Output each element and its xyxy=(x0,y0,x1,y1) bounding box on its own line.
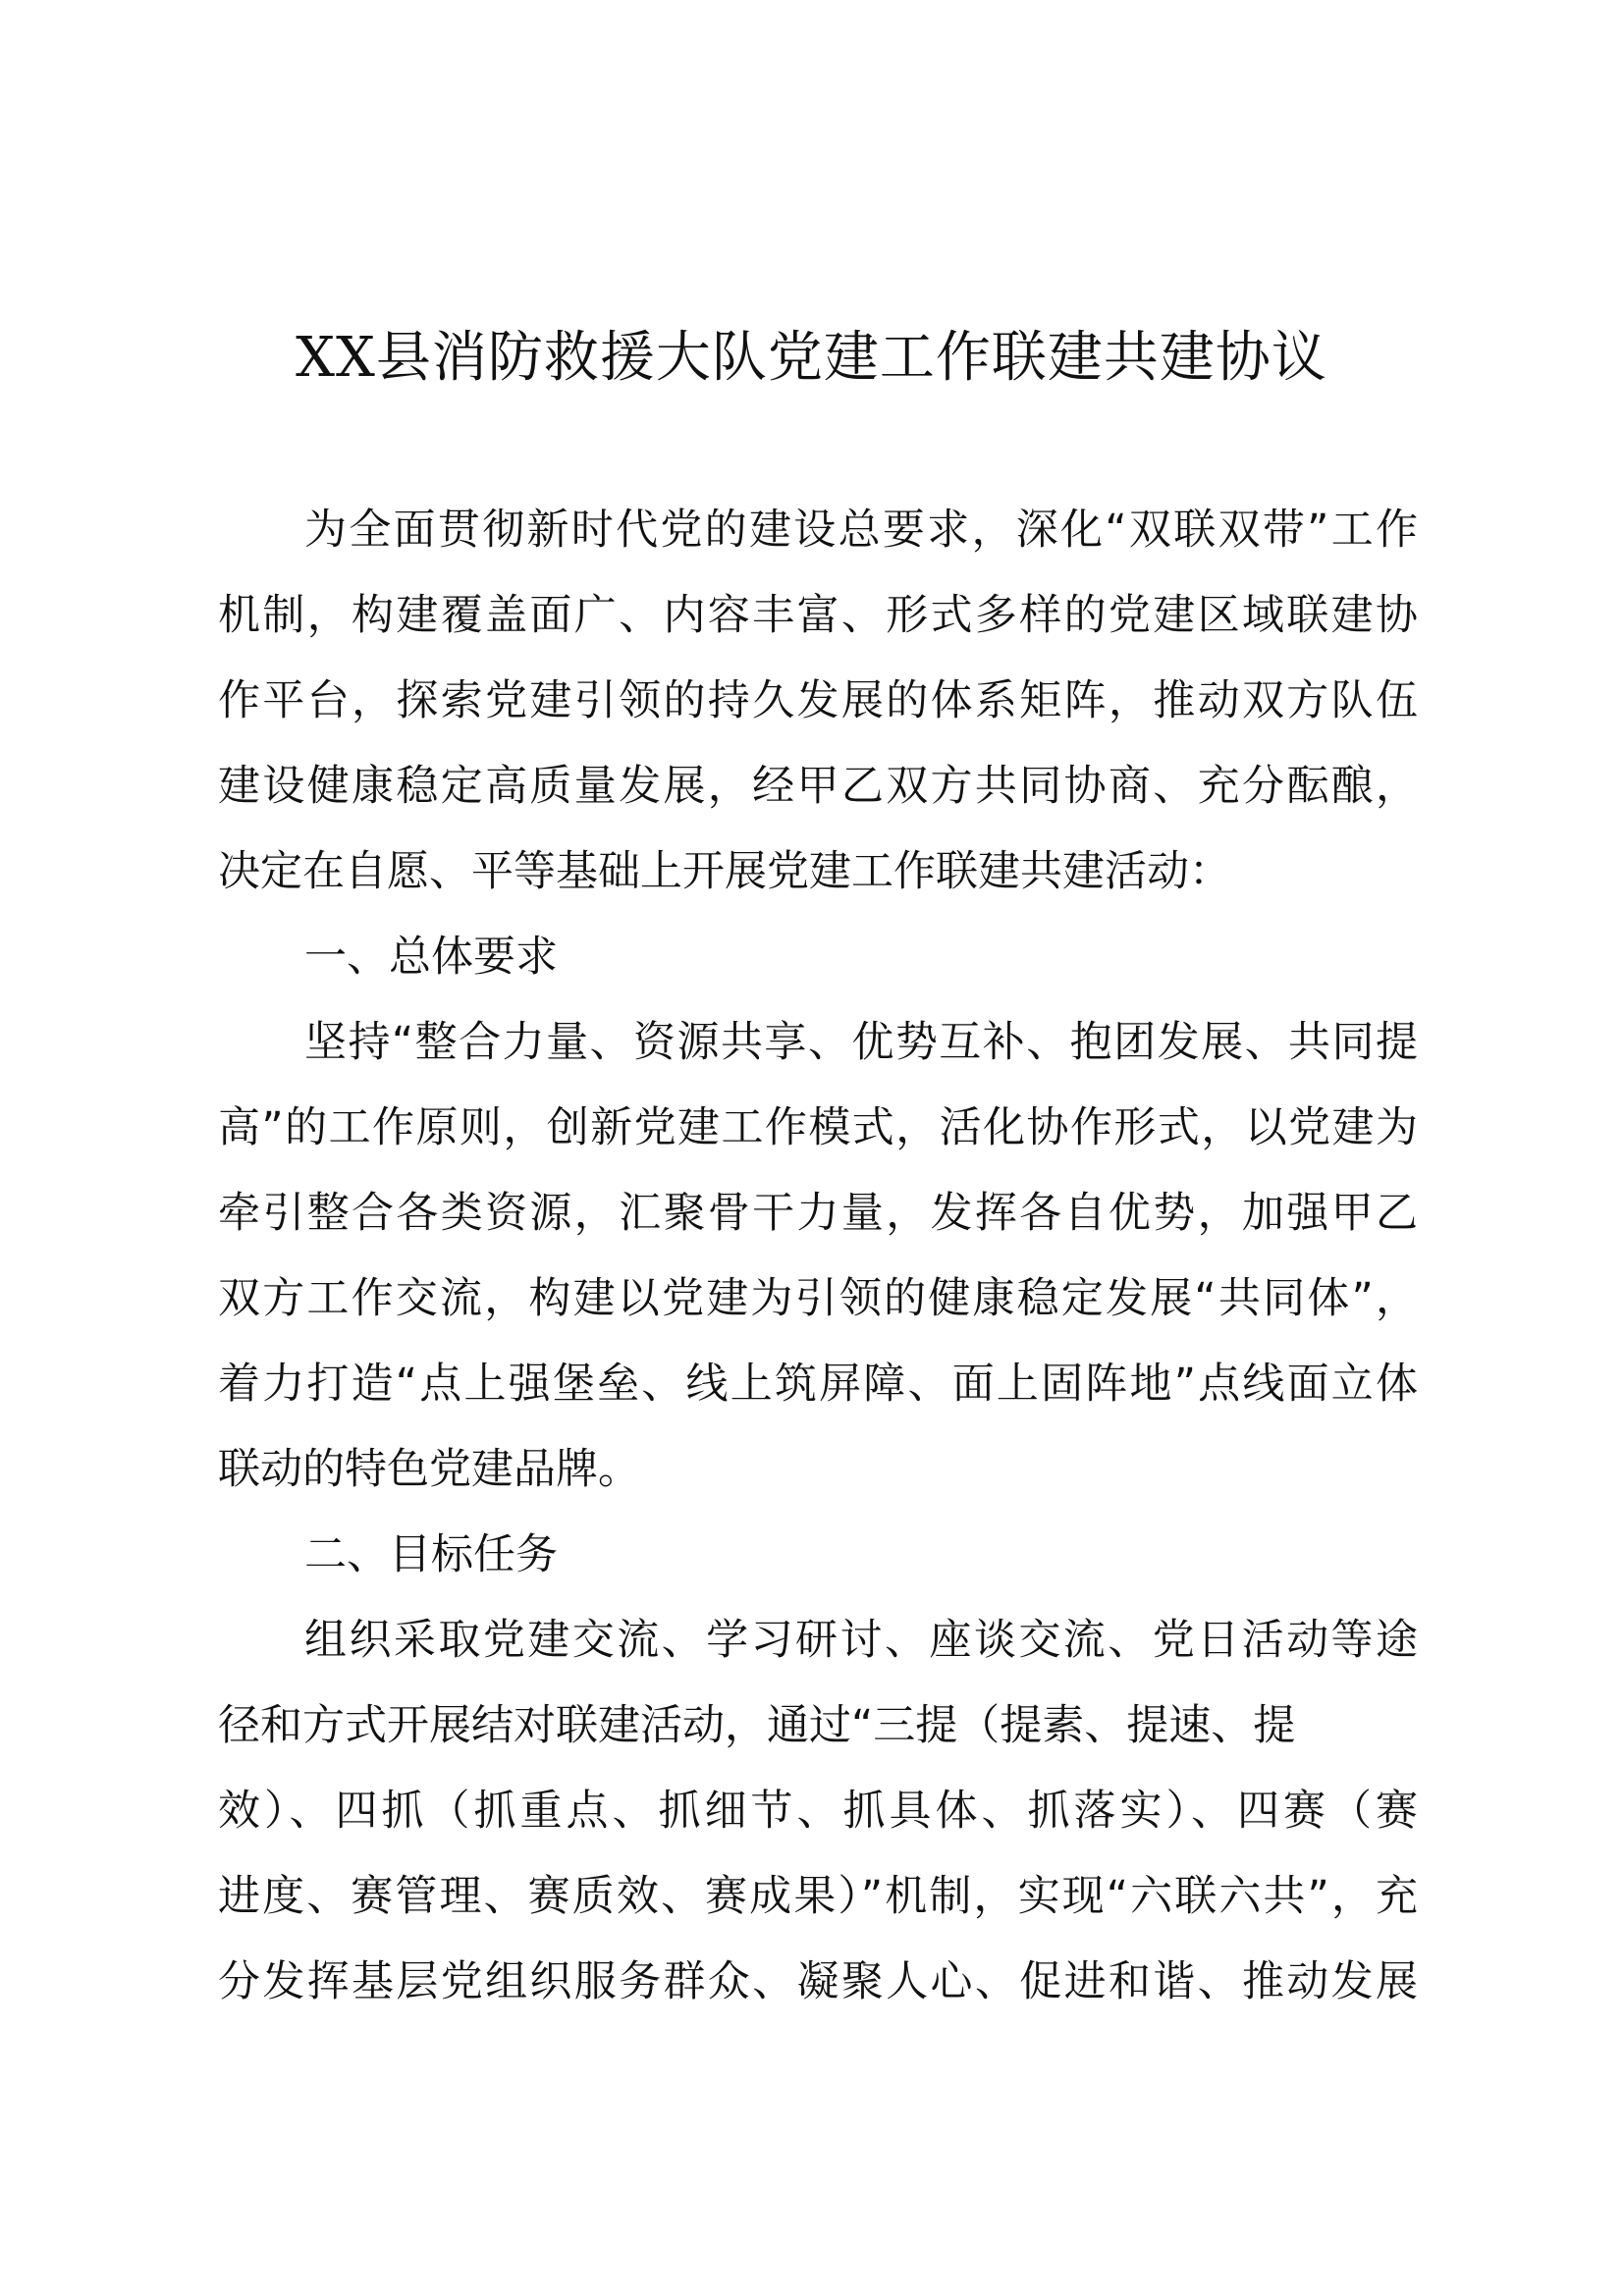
paragraph-line: 着力打造“点上强堡垒、线上筑屏障、面上固阵地”点线面立体 xyxy=(218,1360,1418,1409)
paragraph-line: 坚持“整合力量、资源共享、优势互补、抱团发展、共同提 xyxy=(304,1018,1418,1067)
paragraph-line: 分发挥基层党组织服务群众、凝聚人心、促进和谐、推动发展 xyxy=(218,1957,1418,2006)
paragraph-line: 效）、四抓（抓重点、抓细节、抓具体、抓落实）、四赛（赛 xyxy=(218,1787,1418,1836)
paragraph-line: 为全面贯彻新时代党的建设总要求，深化“双联双带”工作 xyxy=(304,506,1418,555)
section-heading: 一、总体要求 xyxy=(304,933,558,982)
paragraph-line: 联动的特色党建品牌。 xyxy=(218,1445,640,1494)
paragraph-line: 组织采取党建交流、学习研讨、座谈交流、党日活动等途 xyxy=(304,1616,1418,1665)
paragraph-line: 牵引整合各类资源，汇聚骨干力量，发挥各自优势，加强甲乙 xyxy=(218,1189,1418,1238)
document-body xyxy=(218,488,1418,2025)
paragraph-line: 进度、赛管理、赛质效、赛成果）”机制，实现“六联六共”，充 xyxy=(218,1872,1418,1921)
document-title: XX县消防救援大队党建工作联建共建协议 xyxy=(296,326,1327,390)
paragraph-line: 作平台，探索党建引领的持久发展的体系矩阵，推动双方队伍 xyxy=(218,676,1418,725)
paragraph-line: 径和方式开展结对联建活动，通过“三提（提素、提速、提 xyxy=(218,1701,1296,1750)
paragraph-line: 建设健康稳定高质量发展，经甲乙双方共同协商、充分酝酿， xyxy=(218,762,1418,811)
paragraph-line: 双方工作交流，构建以党建为引领的健康稳定发展“共同体”， xyxy=(218,1274,1418,1323)
paragraph-line: 机制，构建覆盖面广、内容丰富、形式多样的党建区域联建协 xyxy=(218,591,1418,640)
paragraph-line: 决定在自愿、平等基础上开展党建工作联建共建活动： xyxy=(218,847,1231,896)
section-heading: 二、目标任务 xyxy=(304,1530,558,1579)
paragraph-line: 高”的工作原则，创新党建工作模式，活化协作形式，以党建为 xyxy=(218,1103,1418,1152)
